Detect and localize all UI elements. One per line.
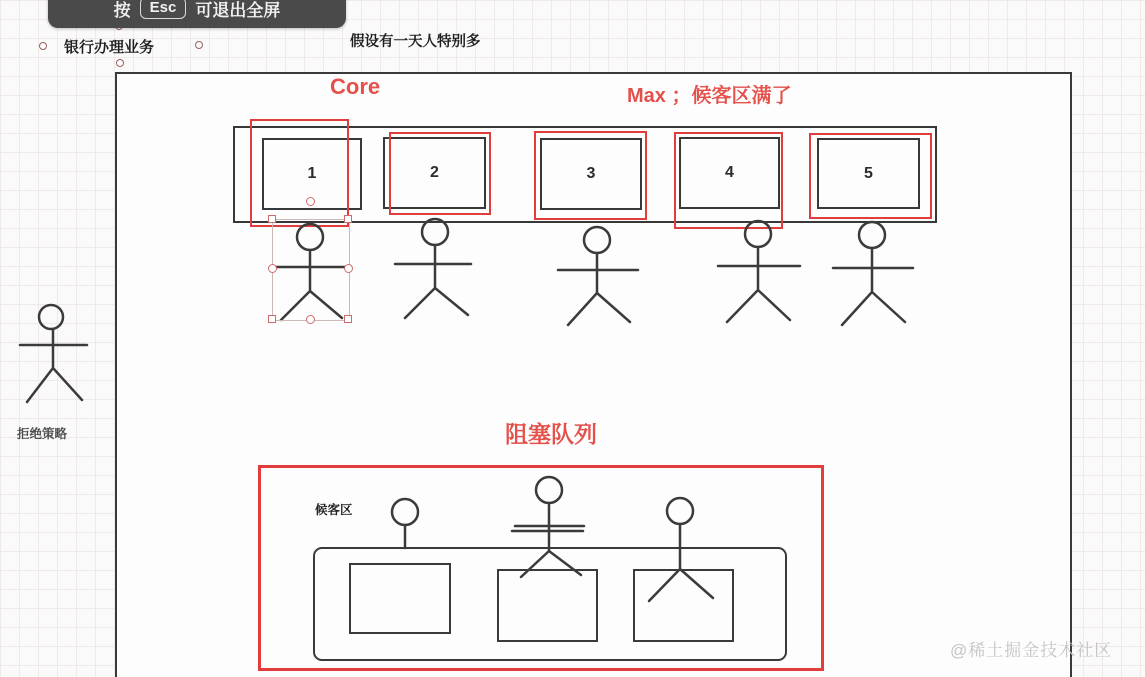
selection-handle-w[interactable]: [268, 264, 277, 273]
watermark: @稀土掘金技术社区: [950, 641, 1113, 660]
selection-handle-e[interactable]: [344, 264, 353, 273]
selection-handle-nw[interactable]: [268, 215, 276, 223]
selection-handle-s[interactable]: [306, 315, 315, 324]
bank-business-label[interactable]: 银行办理业务: [64, 39, 155, 56]
highlight-rect-3[interactable]: [534, 131, 647, 220]
desk-box-3[interactable]: 3: [540, 138, 642, 210]
blocking-queue-rect[interactable]: [258, 465, 824, 671]
toast-prefix: 按: [113, 0, 131, 20]
assumption-label[interactable]: 假设有一天人特别多: [350, 34, 481, 50]
selection-handle-ne[interactable]: [344, 215, 352, 223]
desk-box-5[interactable]: 5: [817, 138, 920, 209]
desk-box-1[interactable]: 1: [262, 138, 362, 210]
rotate-handle[interactable]: [306, 197, 315, 206]
fullscreen-toast: [48, 0, 346, 28]
core-label[interactable]: Core: [330, 74, 381, 99]
desk-box-2[interactable]: 2: [383, 137, 486, 209]
highlight-rect-1[interactable]: [250, 119, 349, 227]
connector-dot[interactable]: [195, 41, 203, 49]
toast-suffix: 可退出全屏: [195, 0, 281, 20]
highlight-rect-5[interactable]: [809, 133, 932, 219]
selection-box[interactable]: [272, 219, 350, 321]
highlight-rect-4[interactable]: [674, 132, 783, 229]
blocking-queue-label[interactable]: 阻塞队列: [505, 421, 597, 447]
selection-handle-se[interactable]: [344, 315, 352, 323]
desk-box-4[interactable]: 4: [679, 137, 780, 209]
connector-dot[interactable]: [116, 59, 124, 67]
esc-keycap: Esc: [140, 0, 187, 19]
reject-policy-label[interactable]: 拒绝策略: [17, 427, 68, 441]
connector-dot[interactable]: [39, 42, 47, 50]
stick-figure-rejected[interactable]: [20, 305, 87, 402]
selection-handle-sw[interactable]: [268, 315, 276, 323]
highlight-rect-2[interactable]: [389, 132, 491, 215]
waiting-area-label[interactable]: 候客区: [315, 503, 353, 517]
max-label[interactable]: Max ；候客区满了: [627, 85, 792, 107]
